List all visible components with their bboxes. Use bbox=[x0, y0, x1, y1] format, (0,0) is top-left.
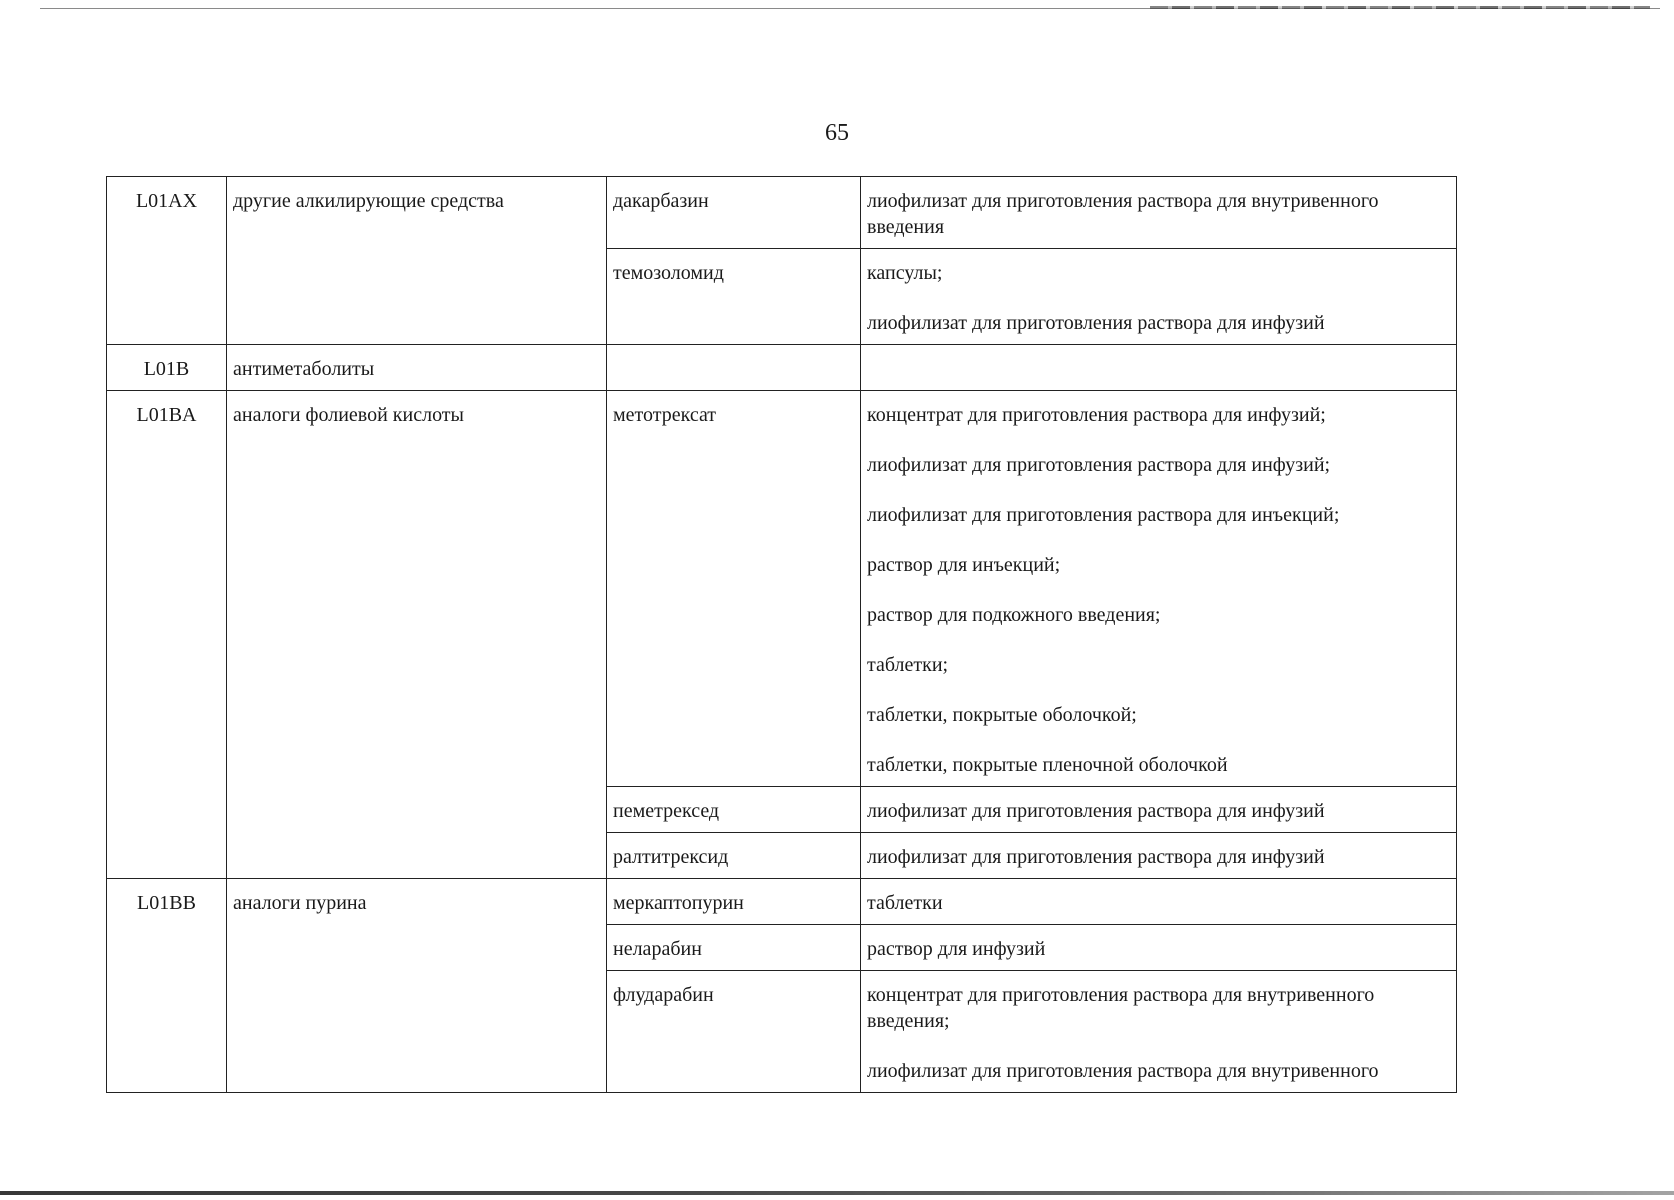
dosage-form: лиофилизат для приготовления раствора для внутривенного bbox=[867, 1060, 1379, 1082]
drug-name-cell: ралтитрексид bbox=[607, 833, 861, 879]
dosage-form: лиофилизат для приготовления раствора для инфузий bbox=[867, 312, 1325, 334]
table-row bbox=[107, 391, 1457, 787]
atc-code-cell: L01BA bbox=[107, 391, 227, 879]
atc-code-cell: L01AX bbox=[107, 177, 227, 345]
drug-name-cell: пеметрексед bbox=[607, 787, 861, 833]
dosage-form: таблетки bbox=[867, 892, 943, 914]
table-row bbox=[107, 879, 1457, 925]
dosage-form: таблетки; bbox=[867, 654, 949, 676]
dosage-form: лиофилизат для приготовления раствора для инфузий bbox=[867, 846, 1325, 868]
drug-name-cell: флударабин bbox=[607, 971, 861, 1093]
table-row bbox=[107, 177, 1457, 249]
dosage-form: лиофилизат для приготовления раствора для инъекций; bbox=[867, 504, 1340, 526]
atc-code-cell: L01BB bbox=[107, 879, 227, 1093]
table-row bbox=[107, 345, 1457, 391]
dosage-form: лиофилизат для приготовления раствора для инфузий; bbox=[867, 454, 1331, 476]
dosage-form: таблетки, покрытые оболочкой; bbox=[867, 704, 1137, 726]
dosage-form: раствор для инъекций; bbox=[867, 554, 1061, 576]
drug-classification-table bbox=[106, 176, 1457, 1093]
dosage-form-cell bbox=[861, 925, 1457, 971]
dosage-form-cell bbox=[861, 345, 1457, 391]
page-number: 65 bbox=[825, 120, 849, 146]
dosage-form: лиофилизат для приготовления раствора для инфузий bbox=[867, 800, 1325, 822]
drug-name-cell: метотрексат bbox=[607, 391, 861, 787]
scan-edge-top-artifact bbox=[1150, 6, 1650, 9]
group-name-cell: антиметаболиты bbox=[227, 345, 607, 391]
dosage-form: концентрат для приготовления раствора для инфузий; bbox=[867, 404, 1326, 426]
dosage-form-cell bbox=[861, 391, 1457, 787]
dosage-form-cell bbox=[861, 833, 1457, 879]
scan-edge-bottom bbox=[0, 1191, 1674, 1195]
dosage-form-cell bbox=[861, 879, 1457, 925]
dosage-form-cell bbox=[861, 787, 1457, 833]
dosage-form: лиофилизат для приготовления раствора для внутривенного введения bbox=[867, 190, 1379, 238]
group-name-cell: аналоги фолиевой кислоты bbox=[227, 391, 607, 879]
dosage-form: капсулы; bbox=[867, 262, 943, 284]
drug-name-cell bbox=[607, 345, 861, 391]
dosage-form: таблетки, покрытые пленочной оболочкой bbox=[867, 754, 1228, 776]
drug-name-cell: темозоломид bbox=[607, 249, 861, 345]
group-name-cell: другие алкилирующие средства bbox=[227, 177, 607, 345]
drug-name-cell: дакарбазин bbox=[607, 177, 861, 249]
dosage-form-cell bbox=[861, 177, 1457, 249]
dosage-form: концентрат для приготовления раствора для внутривенного введения; bbox=[867, 984, 1375, 1032]
dosage-form: раствор для подкожного введения; bbox=[867, 604, 1161, 626]
drug-name-cell: неларабин bbox=[607, 925, 861, 971]
group-name-cell: аналоги пурина bbox=[227, 879, 607, 1093]
dosage-form-cell bbox=[861, 971, 1457, 1093]
dosage-form-cell bbox=[861, 249, 1457, 345]
dosage-form: раствор для инфузий bbox=[867, 938, 1046, 960]
atc-code-cell: L01B bbox=[107, 345, 227, 391]
drug-name-cell: меркаптопурин bbox=[607, 879, 861, 925]
